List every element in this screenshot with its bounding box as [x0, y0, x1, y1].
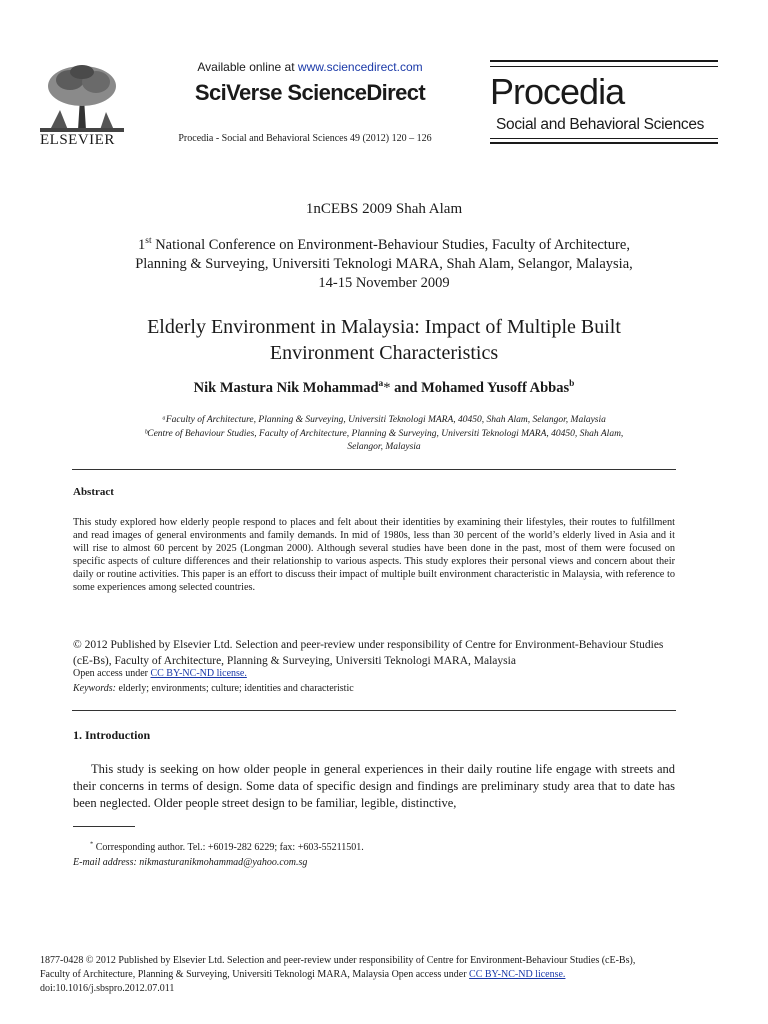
- copyright-statement: © 2012 Published by Elsevier Ltd. Selection and peer-review under responsibility of Centre for Environment-Behaviour Studies (cE-Bs), Faculty of Architecture, Planning & Surveying, Universiti Teknologi MARA, Malaysia: [73, 639, 664, 667]
- publisher-name: ELSEVIER: [40, 132, 115, 148]
- abstract-top-rule: [72, 469, 676, 470]
- introduction-heading: 1. Introduction: [73, 728, 151, 742]
- affiliation-a: ᵃFaculty of Architecture, Planning & Surveying, Universiti Teknologi MARA, 40450, Shah Alam, Selangor, Malaysia: [162, 415, 606, 425]
- conference-line-1: 1st National Conference on Environment-Behaviour Studies, Faculty of Architecture,: [138, 236, 630, 253]
- abstract-body: This study explored how elderly people respond to places and felt about their identities by examining their lifestyles, their routes to fulfillment and read images of general environments and family demands. In mid of 1980s, less than 30 percent of the world’s elderly lived in Asia and it will rise to almost 60 percent by 2025 (Longman 2000). Although several studies have been done in the past, most of them were focused on specific aspects of culture differences and their relationship to various aspects. This study explores their personal views and concern about their daily or routine activities. This paper is an effort to discuss their impact of multiple built environment characteristic in Malaysia, with reference to some experiences among selected countries.: [73, 517, 675, 593]
- procedia-rule-top: [490, 60, 718, 62]
- conference-line-2: Planning & Surveying, Universiti Teknologi MARA, Shah Alam, Selangor, Malaysia,: [135, 256, 633, 272]
- keywords-list: elderly; environments; culture; identities and characteristic: [115, 683, 354, 694]
- sciencedirect-link[interactable]: www.sciencedirect.com: [297, 60, 423, 74]
- elsevier-tree-logo: [40, 62, 124, 132]
- affiliation-b-line-2: Selangor, Malaysia: [347, 442, 421, 452]
- journal-reference: Procedia - Social and Behavioral Sciences 49 (2012) 120 – 126: [178, 133, 432, 144]
- procedia-rule-bottom: [490, 142, 718, 144]
- footer-doi[interactable]: doi:10.1016/j.sbspro.2012.07.011: [40, 983, 175, 994]
- procedia-rule-bottom-thin: [490, 138, 718, 139]
- keywords-line: [73, 683, 354, 694]
- paper-title-line-1: Elderly Environment in Malaysia: Impact of Multiple Built: [147, 316, 621, 338]
- available-prefix: Available online at: [197, 60, 298, 74]
- procedia-rule-top-thin: [490, 66, 718, 67]
- license-link[interactable]: CC BY-NC-ND license.: [150, 668, 247, 679]
- email-address: [73, 857, 307, 868]
- keywords-label: Keywords:: [73, 683, 116, 694]
- page-footer: [40, 954, 740, 996]
- author-2: Mohamed Yusoff Abbas: [421, 380, 570, 396]
- available-online: [150, 60, 470, 74]
- sciverse-brand: SciVerse ScienceDirect: [194, 80, 426, 105]
- email-label: E-mail address:: [73, 857, 137, 868]
- abstract-bottom-rule: [72, 710, 676, 711]
- footer-line-2: Faculty of Architecture, Planning & Surveying, Universiti Teknologi MARA, Malaysia Open access under CC BY-NC-ND license.: [40, 969, 566, 980]
- footer-license-link[interactable]: CC BY-NC-ND license.: [469, 969, 566, 980]
- abstract-heading: Abstract: [73, 486, 114, 498]
- corresponding-author: * Corresponding author. Tel.: +6019-282 6229; fax: +603-55211501.: [90, 840, 364, 853]
- email-value[interactable]: nikmasturanikmohammad@yahoo.com.sg: [136, 857, 308, 868]
- open-access-line: Open access under CC BY-NC-ND license.: [73, 668, 247, 679]
- author-1: Nik Mastura Nik Mohammad: [193, 380, 379, 396]
- conference-line-3: 14-15 November 2009: [318, 275, 450, 291]
- paper-title: [40, 314, 728, 366]
- introduction-body: This study is seeking on how older people in general experiences in their daily routine life engage with streets and their concerns in terms of design. Some data of specific design and findings are preliminary study area that to date has been neglected. Older people street design to be familiar, legible, distinctive,: [73, 762, 675, 810]
- paper-authors: Nik Mastura Nik Mohammad$^a$* and Mohamed Yusoff Abbas$^b$: [193, 379, 575, 396]
- conference-short-name: 1nCEBS 2009 Shah Alam: [305, 201, 463, 217]
- conference-details: [40, 236, 728, 293]
- footer-line-1: 1877-0428 © 2012 Published by Elsevier Ltd. Selection and peer-review under responsibility of Centre for Environment-Behaviour Studies (cE-Bs),: [40, 955, 636, 966]
- procedia-logo-subtitle: Social and Behavioral Sciences: [496, 116, 705, 133]
- affiliation-b-line-1: ᵇCentre of Behaviour Studies, Faculty of Architecture, Planning & Surveying, Universiti Teknologi MARA, 40450, Shah Alam,: [144, 428, 624, 439]
- procedia-logo-title: Procedia: [490, 71, 625, 112]
- footnote-rule: [73, 826, 135, 827]
- affiliations: [40, 414, 728, 455]
- paper-title-line-2: Environment Characteristics: [269, 342, 499, 364]
